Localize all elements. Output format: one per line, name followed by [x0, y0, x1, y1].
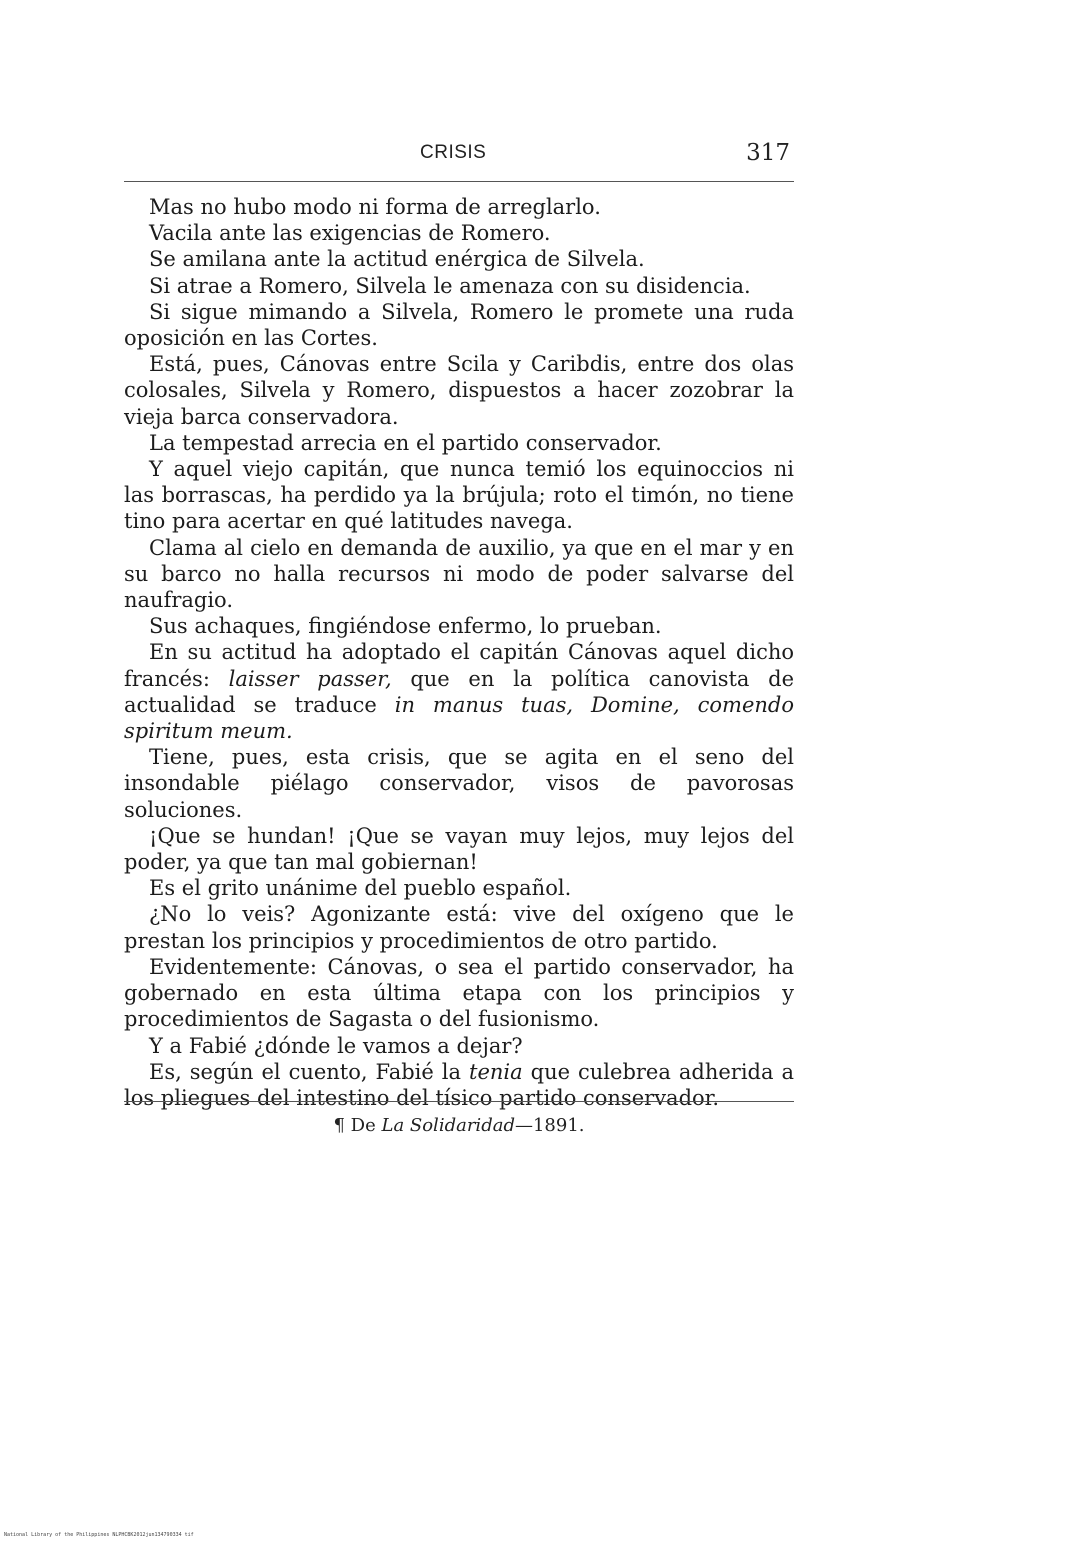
paragraph-17: Y a Fabié ¿dónde le vamos a dejar?: [149, 1033, 523, 1058]
paragraph-1: Mas no hubo modo ni forma de arreglarlo.: [149, 195, 601, 219]
paragraph-10: Sus achaques, fingiéndose enfermo, lo prueban.: [149, 614, 662, 639]
paragraph-4: Si atrae a Romero, Silvela le amenaza con su disidencia.: [149, 273, 751, 298]
footnote: [124, 1115, 794, 1136]
running-title: CRISIS: [420, 142, 487, 163]
paragraph-11: [124, 639, 794, 744]
page-number: 317: [746, 140, 790, 166]
library-stamp: National Library of the Philippines NLPHCBK2012jun134790334 tif: [4, 1532, 194, 1538]
paragraph-11-text-c: que en la política canovista de actualidad se traduce: [124, 666, 795, 717]
paragraph-6: Está, pues, Cánovas entre Scila y Caribdis, entre dos olas colosales, Silvela y Romero, dispuestos a hacer zozobrar la vieja barca conservadora.: [124, 352, 794, 429]
paragraph-7: La tempestad arrecia en el partido conservador.: [149, 430, 662, 455]
paragraph-9: Clama al cielo en demanda de auxilio, ya que en el mar y en su barco no halla recursos ni modo de poder salvarse del naufragio.: [124, 535, 794, 613]
header-rule: [124, 181, 794, 182]
footnote-source: La Solidaridad: [381, 1115, 515, 1136]
paragraph-18-text-c: que culebrea adherida a los pliegues del intestino del tísico partido conservador.: [124, 1059, 794, 1110]
paragraph-11-text-a: En su actitud ha adoptado el capitán Cánovas aquel dicho francés:: [124, 640, 794, 691]
paragraph-5: Si sigue mimando a Silvela, Romero le promete una ruda oposición en las Cortes.: [124, 299, 794, 351]
paragraph-18-italic-b: tenia: [469, 1059, 523, 1084]
paragraph-3: Se amilana ante la actitud enérgica de Silvela.: [149, 247, 645, 272]
paragraph-11-italic-d: in manus tuas, Domine, comendo spiritum meum.: [124, 692, 794, 744]
footnote-prefix: De: [344, 1115, 382, 1136]
body-text: [124, 194, 794, 1111]
footnote-mark: ¶: [333, 1115, 345, 1136]
paragraph-18: [124, 1059, 794, 1111]
paragraph-12: Tiene, pues, esta crisis, que se agita en el seno del insondable piélago conservador, visos de pavorosas soluciones.: [124, 745, 794, 822]
paragraph-15: ¿No lo veis? Agonizante está: vive del oxígeno que le prestan los principios y procedimientos de otro partido.: [124, 902, 794, 953]
paragraph-16: Evidentemente: Cánovas, o sea el partido conservador, ha gobernado en esta última etapa con los principios y procedimientos de Sagasta o del fusionismo.: [124, 954, 794, 1032]
paragraph-18-text-a: Es, según el cuento, Fabié la: [149, 1059, 470, 1084]
running-head: [124, 140, 794, 180]
footnote-rule: [124, 1101, 794, 1102]
paragraph-2: Vacila ante las exigencias de Romero.: [149, 221, 551, 246]
paragraph-8: Y aquel viejo capitán, que nunca temió los equinoccios ni las borrascas, ha perdido ya la brújula; roto el timón, no tiene tino para acertar en qué latitudes navega.: [124, 457, 794, 534]
paragraph-13: ¡Que se hundan! ¡Que se vayan muy lejos, muy lejos del poder, ya que tan mal gobiernan!: [124, 823, 794, 875]
paragraph-14: Es el grito unánime del pueblo español.: [149, 876, 572, 901]
footnote-suffix: —1891.: [514, 1115, 585, 1136]
paragraph-11-italic-b: laisser passer,: [228, 666, 392, 691]
